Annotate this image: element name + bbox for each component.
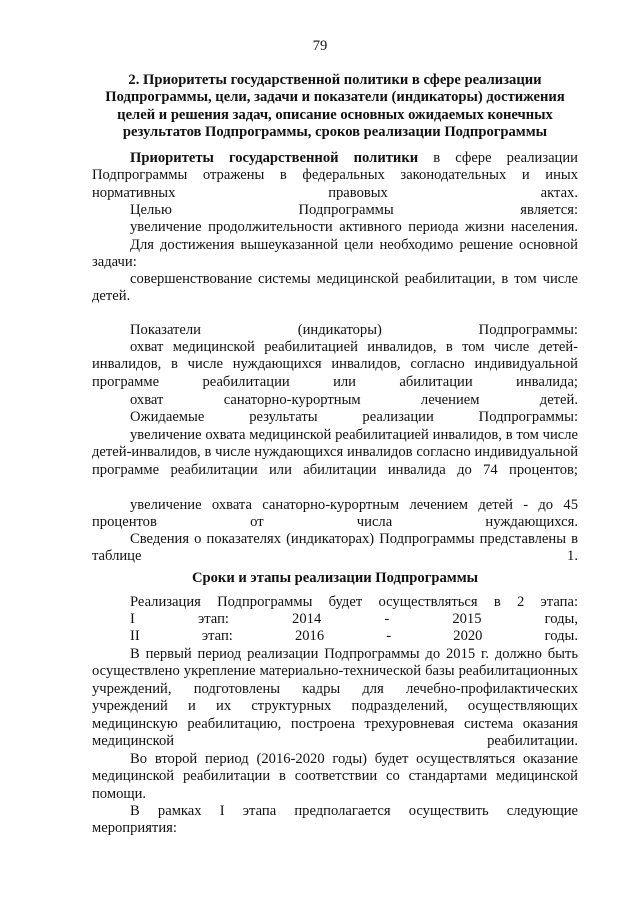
paragraph-results-intro: Ожидаемые результаты реализации Подпрограммы: bbox=[130, 409, 578, 425]
priorities-text: в сфере реализации Подпрограммы отражены в федеральных законодательных и иных нормативных правовых актах. bbox=[92, 150, 578, 201]
page-number: 79 bbox=[312, 38, 328, 54]
paragraph-stage-2: II этап: 2016 - 2020 годы. bbox=[130, 628, 578, 644]
paragraph-second-period: Во второй период (2016-2020 годы) будет осуществляться оказание медицинской реабилитации в соответствии со стандартами медицинской помощи. bbox=[92, 751, 578, 802]
paragraph-task: совершенствование системы медицинской реабилитации, в том числе детей. bbox=[92, 271, 578, 305]
paragraph-indicator-1: охват медицинской реабилитацией инвалидов, в том числе детей-инвалидов, в числе нуждающихся инвалидов, согласно индивидуальной программе реабилитации или абилитации инвалида; bbox=[92, 339, 578, 390]
paragraph-stage-1: I этап: 2014 - 2015 годы, bbox=[130, 611, 578, 627]
section-title: 2. Приоритеты государственной политики в сфере реализации Подпрограммы, цели, задачи и показатели (индикаторы) достижения целей и решения задач, описание основных ожидаемых конечных результатов Подпрограммы, сроков реализации Подпрограммы bbox=[105, 72, 565, 141]
paragraph-stage-1-measures: В рамках I этапа предполагается осуществить следующие мероприятия: bbox=[92, 803, 578, 837]
paragraph-indicators-intro: Показатели (индикаторы) Подпрограммы: bbox=[130, 322, 578, 338]
paragraph-result-2: увеличение охвата санаторно-курортным лечением детей - до 45 процентов от числа нуждающихся. bbox=[92, 497, 578, 531]
paragraph-first-period: В первый период реализации Подпрограммы до 2015 г. должно быть осуществлено укрепление материально-технической базы реабилитационных учреждений, подготовлены кадры для лечебно-профилактических учреждений и их структурных подразделений, осуществляющих медицинскую реабилитацию, построена трехуровневая система оказания медицинской реабилитации. bbox=[92, 646, 578, 750]
paragraph-goal: увеличение продолжительности активного периода жизни населения. bbox=[130, 219, 578, 235]
paragraph-result-1: увеличение охвата медицинской реабилитацией инвалидов, в том числе детей-инвалидов, в числе нуждающихся инвалидов согласно индивидуальной программе реабилитации или абилитации инвалида до 74 процентов; bbox=[92, 427, 578, 478]
paragraph-table-reference: Сведения о показателях (индикаторах) Подпрограммы представлены в таблице 1. bbox=[92, 531, 578, 565]
subsection-title: Сроки и этапы реализации Подпрограммы bbox=[191, 570, 479, 586]
paragraph-indicator-2: охват санаторно-курортным лечением детей. bbox=[130, 392, 578, 408]
priorities-bold-text: Приоритеты государственной политики bbox=[130, 150, 419, 166]
paragraph-goal-intro: Целью Подпрограммы является: bbox=[130, 202, 578, 218]
paragraph-task-intro: Для достижения вышеуказанной цели необходимо решение основной задачи: bbox=[92, 237, 578, 271]
paragraph-stages-intro: Реализация Подпрограммы будет осуществляться в 2 этапа: bbox=[130, 594, 578, 610]
